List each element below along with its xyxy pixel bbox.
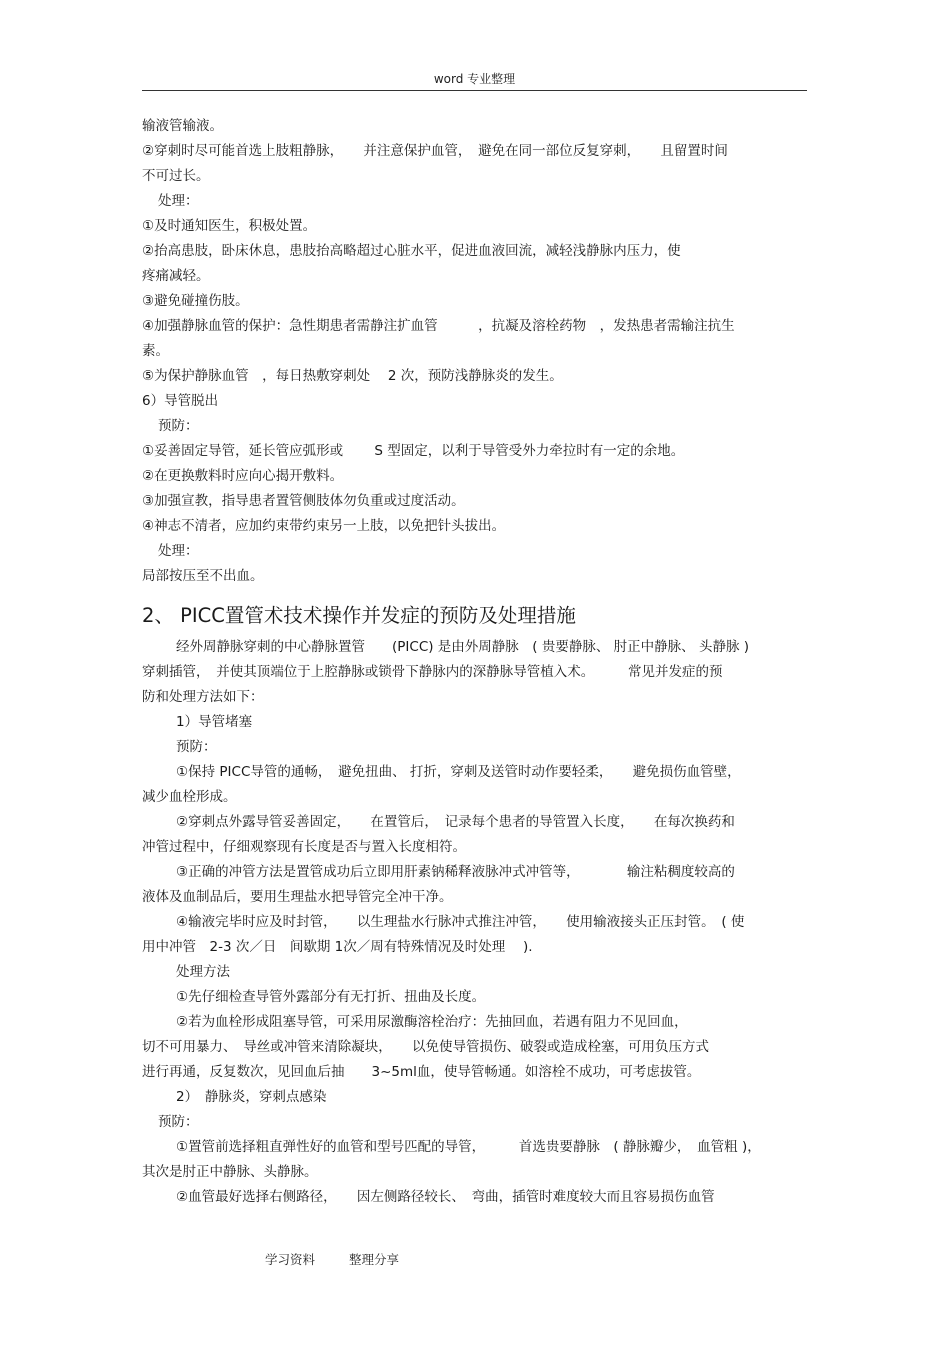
- text-line: 经外周静脉穿刺的中心静脉置管 (PICC) 是由外周静脉 ( 贵要静脉、 肘正中静脉、 头静脉 ): [176, 639, 749, 655]
- text-line: 不可过长。: [142, 168, 210, 184]
- paragraph-block-a: [142, 114, 807, 589]
- text-line: 处理方法: [176, 964, 230, 980]
- header-divider: [142, 90, 807, 91]
- document-body: [142, 114, 807, 1210]
- footer-right-text: 整理分享: [349, 1252, 400, 1267]
- text-line: ①妥善固定导管，延长管应弧形或 S 型固定，以利于导管受外力牵拉时有一定的余地。: [142, 443, 685, 459]
- text-line: ④神志不清者，应加约束带约束另一上肢，以免把针头拔出。: [142, 518, 506, 534]
- text-line: 局部按压至不出血。: [142, 568, 264, 584]
- text-line: ②若为血栓形成阻塞导管，可采用尿激酶溶栓治疗：先抽回血，若遇有阻力不见回血，: [176, 1014, 688, 1030]
- text-line: 减少血栓形成。: [142, 789, 237, 805]
- text-line: 其次是肘正中静脉、头静脉。: [142, 1164, 318, 1180]
- text-line: ②血管最好选择右侧路径， 因左侧路径较长、 弯曲，插管时难度较大而且容易损伤血管: [176, 1189, 715, 1205]
- text-line: ④输液完毕时应及时封管， 以生理盐水行脉冲式推注冲管， 使用输液接头正压封管。 ( 使: [176, 914, 745, 930]
- text-line: ⑤为保护静脉血管 ，每日热敷穿刺处 2 次，预防浅静脉炎的发生。: [142, 368, 563, 384]
- text-line: 预防：: [158, 1114, 199, 1130]
- text-line: ③避免碰撞伤肢。: [142, 293, 249, 309]
- text-line: ①置管前选择粗直弹性好的血管和型号匹配的导管， 首选贵要静脉 ( 静脉瓣少， 血管粗 )，: [176, 1139, 761, 1155]
- text-line: 处理：: [158, 193, 199, 209]
- text-line: 液体及血制品后，要用生理盐水把导管完全冲干净。: [142, 889, 453, 905]
- page-footer: [265, 1250, 429, 1268]
- text-line: ①先仔细检查导管外露部分有无打折、扭曲及长度。: [176, 989, 486, 1005]
- text-line: ③加强宣教，指导患者置管侧肢体勿负重或过度活动。: [142, 493, 465, 509]
- text-line: 预防：: [158, 418, 199, 434]
- text-line: 切不可用暴力、 导丝或冲管来清除凝块， 以免使导管损伤、破裂或造成栓塞，可用负压方式: [142, 1039, 709, 1055]
- text-line: ①及时通知医生，积极处置。: [142, 218, 317, 234]
- text-line: ③正确的冲管方法是置管成功后立即用肝素钠稀释液脉冲式冲管等， 输注粘稠度较高的: [176, 864, 735, 880]
- text-line: 预防：: [176, 739, 217, 755]
- page-header: word 专业整理: [433, 72, 516, 86]
- text-line: ②穿刺时尽可能首选上肢粗静脉， 并注意保护血管， 避免在同一部位反复穿刺， 且留置时间: [142, 143, 728, 159]
- text-line: 2） 静脉炎，穿刺点感染: [176, 1089, 327, 1105]
- text-line: 用中冲管 2-3 次／日 间歇期 1次／周有特殊情况及时处理 ).: [142, 939, 533, 955]
- paragraph-block-b: [142, 635, 807, 1210]
- text-line: ②在更换敷料时应向心揭开敷料。: [142, 468, 344, 484]
- footer-left-text: 学习资料: [265, 1252, 316, 1267]
- text-line: 输液管输液。: [142, 118, 223, 134]
- text-line: 6）导管脱出: [142, 393, 219, 409]
- text-line: ②抬高患肢，卧床休息，患肢抬高略超过心脏水平，促进血液回流，减轻浅静脉内压力，使: [142, 243, 681, 259]
- text-line: ①保持 PICC导管的通畅， 避免扭曲、 打折，穿刺及送管时动作要轻柔， 避免损伤血管壁，: [176, 764, 741, 780]
- text-line: ②穿刺点外露导管妥善固定， 在置管后， 记录每个患者的导管置入长度， 在每次换药和: [176, 814, 735, 830]
- section-heading: 2、 PICC置管术技术操作并发症的预防及处理措施: [142, 604, 576, 627]
- text-line: 防和处理方法如下：: [142, 689, 264, 705]
- text-line: 疼痛减轻。: [142, 268, 210, 284]
- text-line: 1）导管堵塞: [176, 714, 253, 730]
- text-line: 处理：: [158, 543, 199, 559]
- text-line: 进行再通，反复数次，见回血后抽 3~5ml血，使导管畅通。如溶栓不成功，可考虑拔管。: [142, 1064, 701, 1080]
- text-line: ④加强静脉血管的保护：急性期患者需静注扩血管 ，抗凝及溶栓药物 ，发热患者需输注抗生: [142, 318, 735, 334]
- text-line: 素。: [142, 343, 169, 359]
- text-line: 穿刺插管， 并使其顶端位于上腔静脉或锁骨下静脉内的深静脉导管植入术。 常见并发症的预: [142, 664, 723, 680]
- text-line: 冲管过程中，仔细观察现有长度是否与置入长度相符。: [142, 839, 466, 855]
